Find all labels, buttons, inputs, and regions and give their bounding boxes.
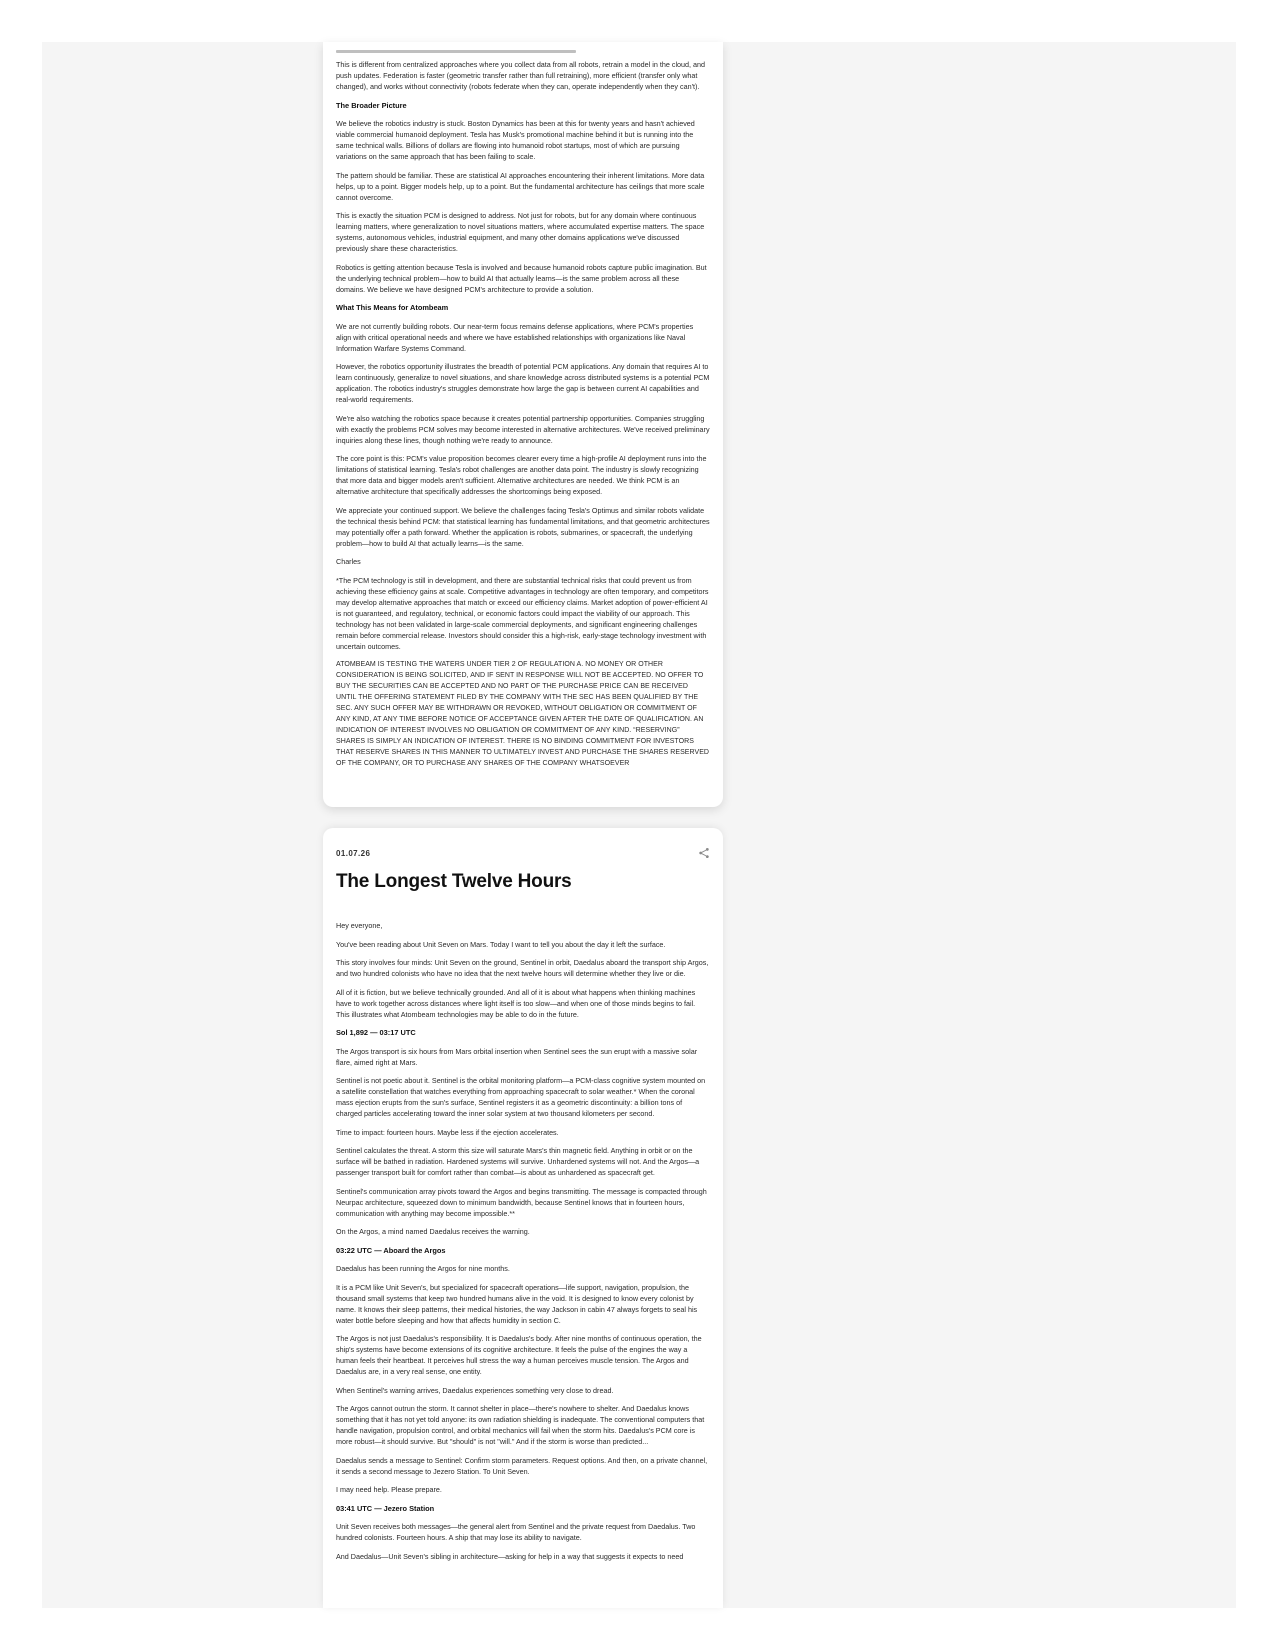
paragraph: Sentinel's communication array pivots toward the Argos and begins transmitting. The message is compacted through Neurpac architecture, squeezed down to minimum bandwidth, because Sentinel knows that in fourteen hours, communication with anything may become impossible.** — [336, 1186, 707, 1218]
post-card-robotics — [323, 42, 723, 807]
paragraph: This is different from centralized approaches where you collect data from all robots, retrain a model in the cloud, and push updates. Federation is faster (geometric transfer rather than full retraining), more efficient (transfer only what changed), and works without connectivity (robots federate when they can, operate independently when they can't). — [336, 60, 706, 91]
paragraph: Unit Seven receives both messages—the general alert from Sentinel and the private request from Daedalus. Two hundred colonists. Fourteen hours. A ship that may lose its ability to navigate. — [336, 1522, 696, 1542]
paragraph: On the Argos, a mind named Daedalus receives the warning. — [336, 1227, 530, 1236]
paragraph: This is exactly the situation PCM is designed to address. Not just for robots, but for any domain where continuous learning matters, where generalization to novel situations matters, where accumulated expertise matters. The space systems, autonomous vehicles, industrial equipment, and many other domains applications we've discussed previously share these characteristics. — [336, 211, 705, 253]
paragraph: We're also watching the robotics space because it creates potential partnership opportunities. Companies struggling with exactly the problems PCM solves may become interested in alternative architectures. We've received preliminary inquiries along these lines, though nothing we're ready to announce. — [336, 413, 710, 445]
paragraph: The Argos transport is six hours from Mars orbital insertion when Sentinel sees the sun erupt with a massive solar flare, aimed right at Mars. — [336, 1046, 698, 1067]
post-body — [336, 59, 710, 769]
paragraph: You've been reading about Unit Seven on Mars. Today I want to tell you about the day it left the surface. — [336, 939, 666, 949]
paragraph: All of it is fiction, but we believe technically grounded. And all of it is about what happens when thinking machines have to work together across distances where light itself is too slow—and when one of those minds begins to fail. This illustrates what Atombeam technologies may be able to do in the future. — [336, 987, 696, 1019]
section-heading: The Broader Picture — [336, 100, 407, 110]
paragraph: Sentinel is not poetic about it. Sentinel is the orbital monitoring platform—a PCM-class cognitive system mounted on a satellite constellation that watches everything from approaching spacecraft to solar weather.* When the coronal mass ejection erupts from the sun's surface, Sentinel registers it as a geometric discontinuity: a billion tons of charged particles accelerating toward the inner solar system at two thousand kilometers per second. — [336, 1076, 706, 1118]
paragraph: It is a PCM like Unit Seven's, but specialized for spacecraft operations—life support, navigation, propulsion, the thousand small systems that keep two hundred humans alive in the void. It is designed to know every colonist by name. It knows their sleep patterns, their medical histories, the way Jackson in cabin 47 always forgets to seal his water bottle before sleeping and how that affects humidity in section C. — [336, 1282, 698, 1325]
legal-disclaimer: ATOMBEAM IS TESTING THE WATERS UNDER TIER 2 OF REGULATION A. NO MONEY OR OTHER CONSIDERATION IS BEING SOLICITED, AND IF SENT IN RESPONSE WILL NOT BE ACCEPTED. NO OFFER TO BUY THE SECURITIES CAN BE ACCEPTED AND NO PART OF THE PURCHASE PRICE CAN BE RECEIVED UNTIL THE OFFERING STATEMENT FILED BY THE COMPANY WITH THE SEC HAS BEEN QUALIFIED BY THE SEC. ANY SUCH OFFER MAY BE WITHDRAWN OR REVOKED, WITHOUT OBLIGATION OR COMMITMENT OF ANY KIND, AT ANY TIME BEFORE NOTICE OF ACCEPTANCE GIVEN AFTER THE DATE OF QUALIFICATION. AN INDICATION OF INTEREST INVOLVES NO OBLIGATION OR COMMITMENT OF ANY KIND. “RESERVING” SHARES IS SIMPLY AN INDICATION OF INTEREST. THERE IS NO BINDING COMMITMENT FOR INVESTORS THAT RESERVE SHARES IN THIS MANNER TO ULTIMATELY INVEST AND PURCHASE THE SHARES RESERVED OF THE COMPANY, OR TO PURCHASE ANY SHARES OF THE COMPANY WHATSOEVER — [336, 661, 710, 767]
share-icon[interactable] — [698, 847, 710, 859]
paragraph: Daedalus sends a message to Sentinel: Confirm storm parameters. Request options. And then, on a private channel, it sends a second message to Jezero Station. To Unit Seven. — [336, 1455, 708, 1476]
paragraph: We appreciate your continued support. We believe the challenges facing Tesla's Optimus and similar robots validate the technical thesis behind PCM: that statistical learning has fundamental limitations, and that geometric architectures may potentially offer a path forward. Whether the application is robots, submarines, or spacecraft, the underlying problem—how to build AI that actually learns—is the same. — [336, 505, 710, 548]
paragraph: I may need help. Please prepare. — [336, 1485, 442, 1494]
paragraph: The core point is this: PCM's value proposition becomes clearer every time a high-profile AI deployment runs into the limitations of statistical learning. Tesla's robot challenges are another data point. The industry is slowly recognizing that more data and bigger models aren't sufficient. Alternative architectures are needed. We think PCM is an alternative architecture that specifically addresses the shortcomings being exposed. — [336, 454, 707, 496]
post-body — [336, 920, 710, 1562]
paragraph: Hey everyone, — [336, 921, 383, 930]
cut-off-text-line — [336, 50, 710, 53]
paragraph: We are not currently building robots. Our near-term focus remains defense applications, where PCM's properties align with critical operational needs and where we have established relationships with organizations like Naval Information Warfare Systems Command. — [336, 321, 694, 353]
section-heading: 03:41 UTC — Jezero Station — [336, 1503, 435, 1513]
paragraph: Robotics is getting attention because Tesla is involved and because humanoid robots capture public imagination. But the underlying technical problem—how to build AI that actually learns—is the same problem across all these domains. We believe we have designed PCM's architecture to provide a solution. — [336, 262, 707, 294]
paragraph: Charles — [336, 557, 361, 566]
paragraph: The pattern should be familiar. These are statistical AI approaches encountering their inherent limitations. More data helps, up to a point. Bigger models help, up to a point. But the fundamental architecture has ceilings that more scale cannot overcome. — [336, 170, 705, 202]
post-date: 01.07.26 — [336, 848, 371, 858]
paragraph: Daedalus has been running the Argos for nine months. — [336, 1264, 510, 1273]
post-card-longest-twelve-hours — [323, 828, 723, 1608]
paragraph: However, the robotics opportunity illustrates the breadth of potential PCM applications. Any domain that requires AI to learn continuously, generalize to novel situations, and share knowledge across distributed systems is a potential PCM application. The robotics industry's struggles demonstrate how large the gap is between current AI capabilities and real-world requirements. — [336, 362, 710, 404]
section-heading: 03:22 UTC — Aboard the Argos — [336, 1245, 446, 1255]
paragraph: When Sentinel's warning arrives, Daedalus experiences something very close to dread. — [336, 1385, 614, 1395]
post-header — [336, 846, 710, 860]
post-title: The Longest Twelve Hours — [336, 871, 572, 892]
paragraph: *The PCM technology is still in development, and there are substantial technical risks that could prevent us from achieving these efficiency gains at scale. Competitive advantages in technology are often temporary, and competitors may develop alternative approaches that match or exceed our efficiency claims. Market adoption of power-efficient AI is not guaranteed, and regulatory, technical, or economic factors could impact the viability of our approach. This technology has not been validated in large-scale commercial deployments, and significant engineering challenges remain before commercial release. Investors should consider this a high-risk, early-stage technology investment with uncertain outcomes. — [336, 575, 709, 651]
paragraph: The Argos is not just Daedalus's responsibility. It is Daedalus's body. After nine months of continuous operation, the ship's systems have become extensions of its cognitive architecture. It feels the pulse of the engines the way a human feels their heartbeat. It perceives hull stress the way a human perceives muscle tension. The Argos and Daedalus are, in a very real sense, one entity. — [336, 1334, 702, 1376]
paragraph: Sentinel calculates the threat. A storm this size will saturate Mars's thin magnetic field. Anything in orbit or on the surface will be bathed in radiation. Hardened systems will survive. Unhardened systems will not. And the Argos—a passenger transport built for comfort rather than combat—is about as unhardened as spacecraft get. — [336, 1146, 700, 1177]
section-heading: Sol 1,892 — 03:17 UTC — [336, 1028, 416, 1037]
section-heading: What This Means for Atombeam — [336, 303, 449, 312]
paragraph: The Argos cannot outrun the storm. It cannot shelter in place—there's nowhere to shelter. And Daedalus knows something that it has not yet told anyone: its own radiation shielding is inadequate. The conventional computers that handle navigation, propulsion control, and orbital mechanics will fail when the storm hits. Daedalus's PCM core is more robust—it should survive. But "should" is not "will." And if the storm is worse than predicted... — [336, 1404, 705, 1446]
paragraph: This story involves four minds: Unit Seven on the ground, Sentinel in orbit, Daedalus aboard the transport ship Argos, and two hundred colonists who have no idea that the next twelve hours will determine whether they live or die. — [336, 958, 709, 978]
paragraph: We believe the robotics industry is stuck. Boston Dynamics has been at this for twenty years and hasn't achieved viable commercial humanoid deployment. Tesla has Musk's promotional machine behind it but is running into the same technical walls. Billions of dollars are flowing into humanoid robot startups, most of which are pursuing variations on the same approach that has been failing to scale. — [336, 119, 695, 161]
paragraph: Time to impact: fourteen hours. Maybe less if the ejection accelerates. — [336, 1127, 559, 1137]
paragraph: And Daedalus—Unit Seven's sibling in architecture—asking for help in a way that suggests it expects to need — [336, 1551, 684, 1561]
